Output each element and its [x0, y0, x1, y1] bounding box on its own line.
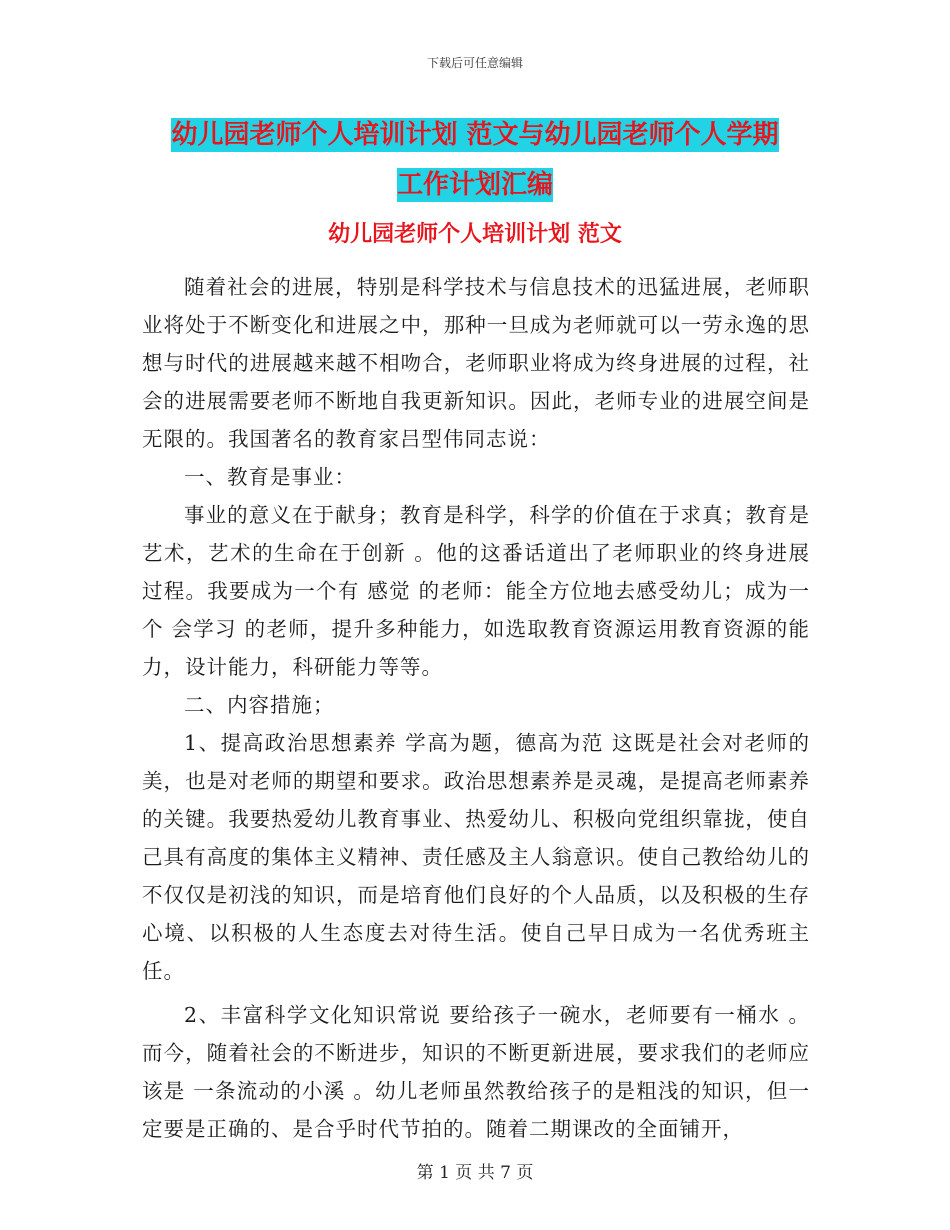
section-title: 幼儿园老师个人培训计划 范文 [328, 222, 622, 247]
body-text [142, 268, 810, 1148]
page-footer: 第 1 页 共 7 页 [416, 1163, 534, 1183]
paragraph-item-1: 1、提高政治思想素养 学高为题，德高为范 这既是社会对老师的美，也是对老师的期望和要求。政治思想素养是灵魂，是提高老师素养的关键。我要热爱幼儿教育事业、热爱幼儿、积极向党组织靠拢，使自己具有高度的集体主义精神、责任感及主人翁意识。使自己教给幼儿的不仅仅是初浅的知识，而是培育他们良好的个人品质，以及积极的生存心境、以积极的人生态度去对待生活。使自己早日成为一名优秀班主任。 [142, 731, 810, 983]
paragraph-intro: 随着社会的进展，特别是科学技术与信息技术的迅猛进展，老师职业将处于不断变化和进展之中，那种一旦成为老师就可以一劳永逸的思想与时代的进展越来越不相吻合，老师职业将成为终身进展的过程，社会的进展需要老师不断地自我更新知识。因此，老师专业的进展空间是无限的。我国著名的教育家吕型伟同志说： [142, 275, 810, 451]
paragraph-heading-1: 一、教育是事业： [184, 465, 356, 489]
paragraph-career: 事业的意义在于献身；教育是科学，科学的价值在于求真；教育是艺术，艺术的生命在于创新 。他的这番话道出了老师职业的终身进展过程。我要成为一个有 感觉 的老师：能全方位地去感受幼儿；成为一个 会学习 的老师，提升多种能力，如选取教育资源运用教育资源的能力，设计能力，科研能力等等。 [142, 503, 810, 679]
paragraph-item-2: 2、丰富科学文化知识常说 要给孩子一碗水，老师要有一桶水 。而今，随着社会的不断进步，知识的不断更新进展，要求我们的老师应该是 一条流动的小溪 。幼儿老师虽然教给孩子的是粗浅的知识，但一定要是正确的、是合乎时代节拍的。随着二期课改的全面铺开， [142, 1003, 810, 1141]
title-line-2: 工作计划汇编 [396, 170, 553, 200]
title-line-1: 幼儿园老师个人培训计划 范文与幼儿园老师个人学期 [171, 120, 779, 150]
header-note: 下载后可任意编辑 [426, 56, 523, 70]
paragraph-heading-2: 二、内容措施； [184, 693, 335, 717]
document-title [0, 110, 950, 210]
